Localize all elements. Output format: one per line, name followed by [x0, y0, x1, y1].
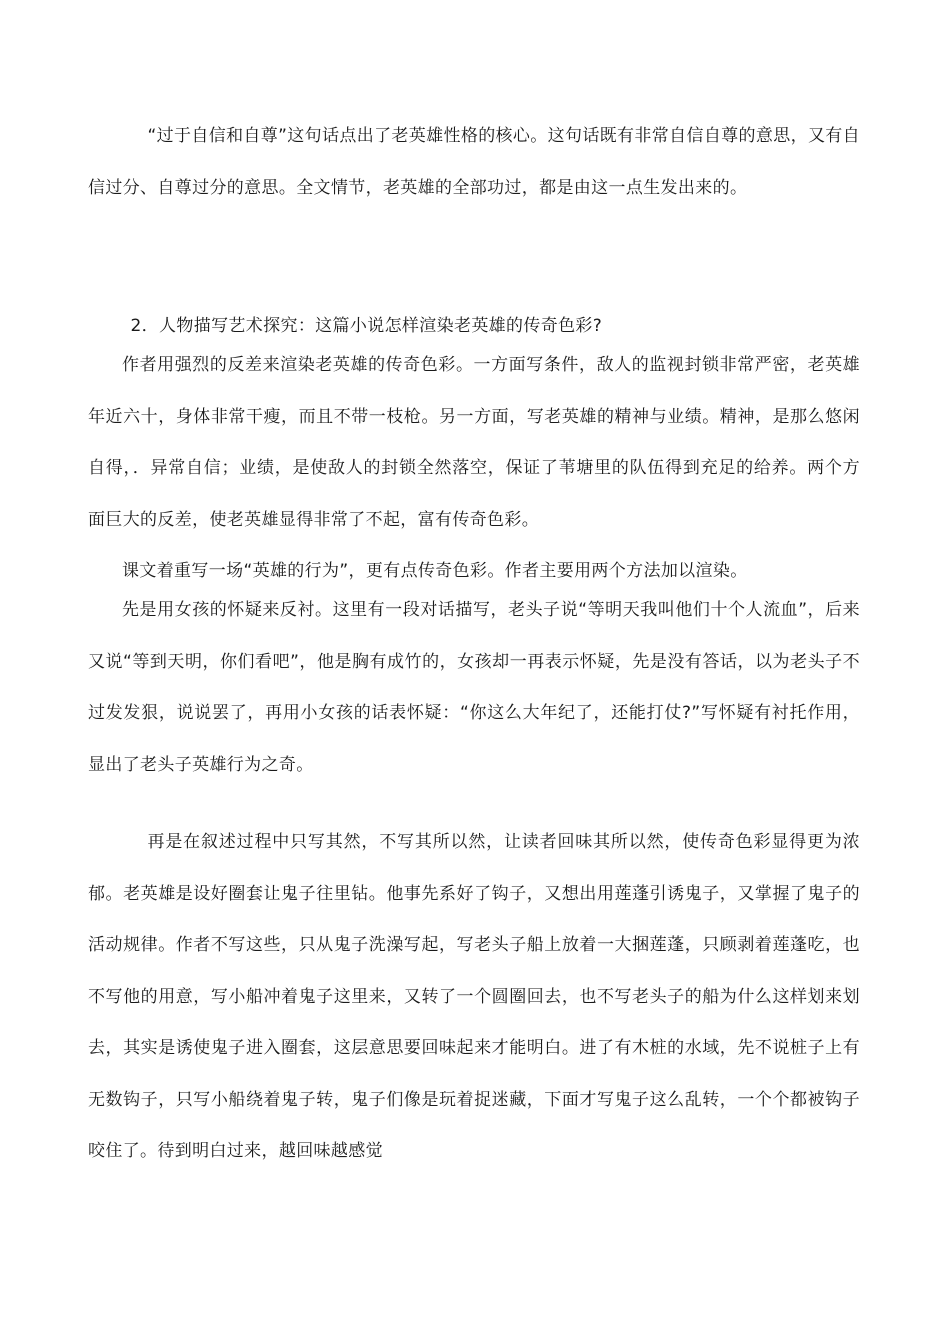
paragraph-narration-method: 再是在叙述过程中只写其然，不写其所以然，让读者回味其所以然，使传奇色彩显得更为浓郁。老英雄是设好圈套让鬼子往里钻。他事先系好了钩子，又想出用莲蓬引诱鬼子，又掌握了鬼子的活动规律。作者不写这些，只从鬼子洗澡写起，写老头子船上放着一大捆莲蓬，只顾剥着莲蓬吃，也不写他的用意，写小船冲着鬼子这里来，又转了一个圆圈回去，也不写老头子的船为什么这样划来划去，其实是诱使鬼子进入圈套，这层意思要回味起来才能明白。进了有木桩的水域，先不说桩子上有无数钩子，只写小船绕着鬼子转，鬼子们像是玩着捉迷藏，下面才写鬼子这么乱转，一个个都被钩子咬住了。待到明白过来，越回味越感觉 — [88, 832, 860, 1161]
paragraph-girl-doubt: 先是用女孩的怀疑来反衬。这里有一段对话描写，老头子说“等明天我叫他们十个人流血”，后来又说“等到天明，你们看吧”，他是胸有成竹的，女孩却一再表示怀疑，先是没有答话，以为老头子不过发发狠，说说罢了，再用小女孩的话表怀疑：“你这么大年纪了，还能打仗?”写怀疑有衬托作用，显出了老头子英雄行为之奇。 — [88, 600, 860, 775]
paragraph-core-character: “过于自信和自尊”这句话点出了老英雄性格的核心。这句话既有非常自信自尊的意思，又有自信过分、自尊过分的意思。全文情节，老英雄的全部功过，都是由这一点生发出来的。 — [88, 126, 860, 198]
paragraph-heroic-action: 课文着重写一场“英雄的行为”，更有点传奇色彩。作者主要用两个方法加以渲染。 — [122, 561, 748, 581]
paragraph-contrast: 作者用强烈的反差来渲染老英雄的传奇色彩。一方面写条件，敌人的监视封锁非常严密，老英雄年近六十，身体非常干瘦，而且不带一枝枪。另一方面，写老英雄的精神与业绩。精神，是那么悠闲自得，．异常自信；业绩，是使敌人的封锁全然落空，保证了苇塘里的队伍得到充足的给养。两个方面巨大的反差，使老英雄显得非常了不起，富有传奇色彩。 — [88, 355, 860, 530]
question-heading: 2．人物描写艺术探究：这篇小说怎样渲染老英雄的传奇色彩? — [130, 316, 603, 336]
